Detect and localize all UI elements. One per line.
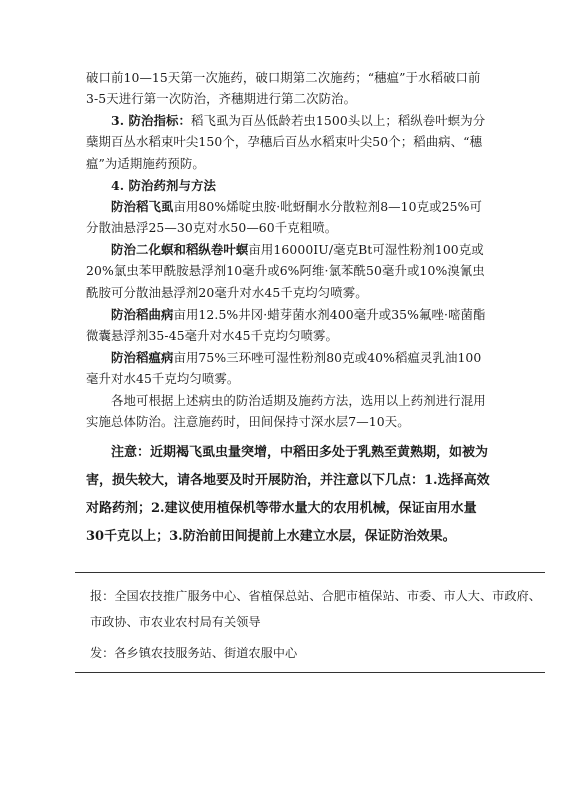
report-to-line: 报：全国农技推广服务中心、省植保总站、合肥市植保站、市委、市人大、市政府、市政协、市农业农村局有关领导 [90, 589, 541, 629]
borer-text: 亩用16000IU/毫克Bt可湿性粉剂100克或20%氯虫苯甲酰胺悬浮剂10毫升或6%阿维·氯苯酰50毫升或10%溴氰虫酰胺可分散油悬浮剂20毫升对水45千克均匀喷雾。 [86, 242, 485, 300]
notice-paragraph: 注意：近期褐飞虱虫量突增，中稻田多处于乳熟至黄熟期，如被为害，损失较大，请各地要及时开展防治，并注意以下几点：1.选择高效对路药剂；2.建议使用植保机等带水量大的农用机械，保证亩用水量30千克以上；3.防治前田间提前上水建立水层，保证防治效果。 [86, 445, 490, 544]
false-smut-text: 亩用12.5%井冈·蜡芽菌水剂400毫升或35%氟唑·嘧菌酯微囊悬浮剂35-45毫升对水45千克均匀喷雾。 [86, 307, 486, 344]
false-smut-paragraph [86, 304, 491, 347]
section-3-text: 稻飞虱为百丛低龄若虫1500头以上；稻纵卷叶螟为分蘖期百丛水稻束叶尖150个，孕穗后百丛水稻束叶尖50个；稻曲病、“穗瘟”为适期施药预防。 [86, 113, 486, 171]
plant-hopper-title: 防治稻飞虱 [111, 199, 174, 214]
blast-title: 防治稻瘟病 [111, 350, 174, 365]
section-3-heading: 3. 防治指标： [111, 113, 192, 128]
false-smut-title: 防治稻曲病 [111, 307, 174, 322]
blast-text: 亩用75%三环唑可湿性粉剂80克或40%稻瘟灵乳油100毫升对水45千克均匀喷雾。 [86, 350, 482, 387]
section-3-paragraph [86, 110, 491, 174]
borer-title: 防治二化螟和稻纵卷叶螟 [111, 242, 249, 257]
footer-top-rule [75, 572, 545, 573]
general-paragraph: 各地可根据上述病虫的防治适期及施药方法，选用以上药剂进行混用实施总体防治。注意施药时，田间保持寸深水层7—10天。 [86, 393, 486, 430]
section-4-heading: 4. 防治药剂与方法 [111, 178, 216, 193]
intro-paragraph: 破口前10—15天第一次施药，破口期第二次施药；“穗瘟”于水稻破口前3-5天进行第一次防治，齐穗期进行第二次防治。 [86, 70, 481, 107]
plant-hopper-paragraph [86, 196, 491, 239]
footer-bottom-rule [75, 672, 545, 673]
borer-paragraph [86, 239, 491, 303]
plant-hopper-text: 亩用80%烯啶虫胺·吡蚜酮水分散粒剂8—10克或25%可分散油悬浮25—30克对水50—60千克粗喷。 [86, 199, 482, 236]
blast-paragraph [86, 347, 491, 390]
send-to-line: 发：各乡镇农技服务站、街道农服中心 [90, 646, 298, 660]
